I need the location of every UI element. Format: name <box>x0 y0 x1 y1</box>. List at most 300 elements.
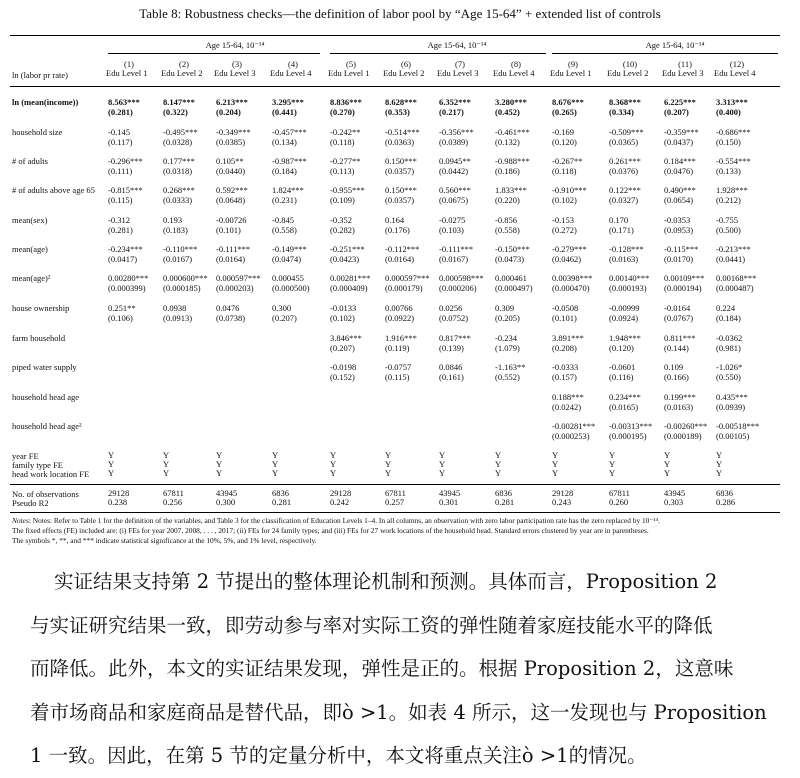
std-error-cell: (0.132) <box>495 137 520 147</box>
coefficient-cell: 0.00281*** <box>330 273 371 283</box>
std-error-cell: (0.0357) <box>385 195 415 205</box>
coefficient-cell: -0.169 <box>552 127 574 137</box>
row-label: piped water supply <box>12 362 77 372</box>
coefficient-cell: -0.111*** <box>216 244 251 254</box>
fe-cell: Y <box>108 468 115 478</box>
column-label: Edu Level 2 <box>383 68 425 78</box>
std-error-cell: (0.0333) <box>163 195 193 205</box>
coefficient-cell: -0.955*** <box>330 185 365 195</box>
coefficient-cell: -0.359*** <box>664 127 699 137</box>
coefficient-cell: 0.000597*** <box>216 273 261 283</box>
stat-cell: 67811 <box>163 488 184 498</box>
fe-cell: Y <box>609 450 616 460</box>
fe-cell: Y <box>330 450 337 460</box>
coefficient-cell: 0.234*** <box>609 392 641 402</box>
std-error-cell: (0.000409) <box>330 283 368 293</box>
std-error-cell: (0.166) <box>664 372 689 382</box>
std-error-cell: (0.183) <box>163 225 188 235</box>
coefficient-cell: 0.150*** <box>385 185 417 195</box>
stat-cell: 29128 <box>552 488 574 498</box>
group-header-2: Age 15-64, 10⁻¹⁴ <box>427 40 487 50</box>
stat-cell: 0.281 <box>272 497 292 507</box>
coefficient-cell: -0.234 <box>495 333 517 343</box>
coefficient-cell: -0.988*** <box>495 156 530 166</box>
notes-line-3: The symbols *, **, and *** indicate statistical significance at the 10%, 5%, and 1% level, respectively. <box>12 536 317 545</box>
coefficient-cell: -0.277** <box>330 156 361 166</box>
coefficient-cell: 1.948*** <box>609 333 641 343</box>
coefficient-cell: -0.00518*** <box>716 421 760 431</box>
std-error-cell: (0.207) <box>664 107 689 117</box>
notes-text-1: Notes: Refer to Table 1 for the definition of the variables, and Table 3 for the classification of Education Levels 1–4. In all columns, an observation with zero labor participation rate has the zero replaced by 10⁻¹⁴. <box>32 516 660 525</box>
coefficient-cell: 0.122*** <box>609 185 641 195</box>
coefficient-cell: -1.163** <box>495 362 526 372</box>
coefficient-cell: -0.356*** <box>439 127 474 137</box>
coefficient-cell: -0.0362 <box>716 333 743 343</box>
column-header <box>714 60 772 78</box>
row-label: # of adults above age 65 <box>12 185 95 195</box>
std-error-cell: (0.0423) <box>330 254 360 264</box>
fe-cell: Y <box>216 450 223 460</box>
std-error-cell: (0.134) <box>272 137 297 147</box>
coefficient-cell: -0.0508 <box>552 303 579 313</box>
coefficient-cell: 0.170 <box>609 215 629 225</box>
std-error-cell: (0.106) <box>108 313 133 323</box>
coefficient-cell: 0.000600*** <box>163 273 208 283</box>
coefficient-cell: 6.352*** <box>439 97 471 107</box>
coefficient-cell: 0.0945** <box>439 156 471 166</box>
column-header <box>270 60 328 78</box>
coefficient-cell: -0.213*** <box>716 244 751 254</box>
coefficient-cell: -0.279*** <box>552 244 587 254</box>
std-error-cell: (0.103) <box>439 225 464 235</box>
coefficient-cell: 0.177*** <box>163 156 195 166</box>
coefficient-cell: -0.242** <box>330 127 361 137</box>
row-label: mean(sex) <box>12 215 48 225</box>
std-error-cell: (0.220) <box>495 195 520 205</box>
coefficient-cell: -0.112*** <box>385 244 420 254</box>
std-error-cell: (0.205) <box>495 313 520 323</box>
coefficient-cell: 0.150*** <box>385 156 417 166</box>
fe-row-label: head work location FE <box>12 469 90 479</box>
coefficient-cell: -0.115*** <box>664 244 699 254</box>
fe-cell: Y <box>439 459 446 469</box>
coefficient-cell: 0.000597*** <box>385 273 430 283</box>
stat-row-label: Pseudo R2 <box>12 498 49 508</box>
group-header-3: Age 15-64, 10⁻¹⁴ <box>645 40 705 50</box>
fe-cell: Y <box>552 468 559 478</box>
std-error-cell: (0.117) <box>108 137 133 147</box>
coefficient-cell: -0.150*** <box>495 244 530 254</box>
bottom-rule <box>10 512 780 513</box>
std-error-cell: (0.144) <box>664 343 689 353</box>
std-error-cell: (0.0476) <box>664 166 694 176</box>
std-error-cell: (0.272) <box>552 225 577 235</box>
std-error-cell: (0.400) <box>716 107 741 117</box>
column-label: Edu Level 4 <box>714 68 756 78</box>
std-error-cell: (0.207) <box>330 343 355 353</box>
row-label: mean(age) <box>12 244 48 254</box>
dependent-variable-label: ln (labor pr rate) <box>12 70 68 80</box>
column-number: (10) <box>622 59 638 69</box>
std-error-cell: (0.150) <box>716 137 741 147</box>
coefficient-cell: -0.00313*** <box>609 421 653 431</box>
std-error-cell: (0.115) <box>385 372 410 382</box>
std-error-cell: (0.217) <box>439 107 464 117</box>
coefficient-cell: 0.251** <box>108 303 136 313</box>
coefficient-cell: 8.676*** <box>552 97 584 107</box>
std-error-cell: (0.0170) <box>664 254 694 264</box>
std-error-cell: (0.102) <box>330 313 355 323</box>
paragraph-line-1: 实证结果支持第 2 节提出的整体理论机制和预测。具体而言，Proposition 2 <box>54 570 718 593</box>
column-number: (2) <box>179 59 189 69</box>
stat-cell: 0.243 <box>552 497 572 507</box>
std-error-cell: (0.000179) <box>385 283 423 293</box>
column-number: (12) <box>729 59 745 69</box>
std-error-cell: (0.119) <box>385 343 410 353</box>
coefficient-cell: 0.261*** <box>609 156 641 166</box>
std-error-cell: (0.981) <box>716 343 741 353</box>
fe-cell: Y <box>385 459 392 469</box>
std-error-cell: (0.281) <box>108 225 133 235</box>
stat-cell: 6836 <box>272 488 289 498</box>
std-error-cell: (0.0648) <box>216 195 246 205</box>
coefficient-cell: 1.824*** <box>272 185 304 195</box>
column-number: (7) <box>455 59 465 69</box>
fe-cell: Y <box>163 468 170 478</box>
coefficient-cell: 0.00766 <box>385 303 413 313</box>
std-error-cell: (0.0167) <box>439 254 469 264</box>
coefficient-cell: -0.111*** <box>439 244 474 254</box>
fe-cell: Y <box>216 468 223 478</box>
coefficient-cell: 0.000461 <box>495 273 527 283</box>
std-error-cell: (0.281) <box>108 107 133 117</box>
column-header <box>328 60 386 78</box>
fe-cell: Y <box>552 459 559 469</box>
std-error-cell: (0.101) <box>552 313 577 323</box>
fe-cell: Y <box>330 468 337 478</box>
column-number: (11) <box>678 59 692 69</box>
stat-cell: 67811 <box>385 488 406 498</box>
table-notes <box>12 516 778 546</box>
std-error-cell: (0.101) <box>216 225 241 235</box>
fe-cell: Y <box>108 450 115 460</box>
std-error-cell: (0.102) <box>552 195 577 205</box>
std-error-cell: (0.552) <box>495 372 520 382</box>
std-error-cell: (0.000203) <box>216 283 254 293</box>
fe-cell: Y <box>216 459 223 469</box>
stat-cell: 67811 <box>609 488 630 498</box>
fe-row-label: family type FE <box>12 460 63 470</box>
std-error-cell: (0.0654) <box>664 195 694 205</box>
coefficient-cell: 6.225*** <box>664 97 696 107</box>
coefficient-cell: -0.845 <box>272 215 294 225</box>
coefficient-cell: 0.105** <box>216 156 244 166</box>
std-error-cell: (0.184) <box>272 166 297 176</box>
stat-cell: 29128 <box>108 488 130 498</box>
stat-cell: 0.256 <box>163 497 183 507</box>
std-error-cell: (0.133) <box>716 166 741 176</box>
column-label: Edu Level 1 <box>106 68 148 78</box>
column-header <box>607 60 665 78</box>
paragraph-line-4: 着市场商品和家庭商品是替代品，即ò >1。如表 4 所示，这一发现也与 Proposition <box>30 700 767 724</box>
std-error-cell: (0.113) <box>330 166 355 176</box>
coefficient-cell: -0.0275 <box>439 215 466 225</box>
coefficient-cell: 0.00140*** <box>609 273 650 283</box>
coefficient-cell: 0.0938 <box>163 303 187 313</box>
fe-cell: Y <box>439 468 446 478</box>
std-error-cell: (0.452) <box>495 107 520 117</box>
stat-cell: 0.260 <box>609 497 629 507</box>
coefficient-cell: -0.234*** <box>108 244 143 254</box>
column-label: Edu Level 1 <box>550 68 592 78</box>
coefficient-cell: -0.00999 <box>609 303 640 313</box>
std-error-cell: (0.000500) <box>272 283 310 293</box>
std-error-cell: (0.0165) <box>609 402 639 412</box>
coefficient-cell: -0.128*** <box>609 244 644 254</box>
stat-row-label: No. of observations <box>12 489 79 499</box>
coefficient-cell: 0.188*** <box>552 392 584 402</box>
row-label: household size <box>12 127 63 137</box>
coefficient-cell: -1.026* <box>716 362 743 372</box>
std-error-cell: (0.558) <box>272 225 297 235</box>
std-error-cell: (0.0675) <box>439 195 469 205</box>
row-label: # of adults <box>12 156 48 166</box>
coefficient-cell: 1.833*** <box>495 185 527 195</box>
std-error-cell: (0.184) <box>716 313 741 323</box>
coefficient-cell: -0.495*** <box>163 127 198 137</box>
std-error-cell: (0.109) <box>330 195 355 205</box>
column-header <box>161 60 219 78</box>
std-error-cell: (0.000253) <box>552 431 590 441</box>
column-header <box>437 60 495 78</box>
coefficient-cell: -0.554*** <box>716 156 751 166</box>
fe-cell: Y <box>664 468 671 478</box>
column-header <box>383 60 441 78</box>
column-label: Edu Level 4 <box>493 68 535 78</box>
coefficient-cell: 0.300 <box>272 303 292 313</box>
std-error-cell: (0.550) <box>716 372 741 382</box>
column-label: Edu Level 3 <box>214 68 256 78</box>
coefficient-cell: 0.0476 <box>216 303 240 313</box>
coefficient-cell: 3.295*** <box>272 97 304 107</box>
coefficient-cell: 0.164 <box>385 215 405 225</box>
std-error-cell: (0.0167) <box>163 254 193 264</box>
stat-cell: 6836 <box>716 488 733 498</box>
coefficient-cell: 3.891*** <box>552 333 584 343</box>
fe-cell: Y <box>609 468 616 478</box>
std-error-cell: (0.000487) <box>716 283 754 293</box>
stats-rule <box>10 484 780 485</box>
std-error-cell: (0.000497) <box>495 283 533 293</box>
coefficient-cell: 0.0256 <box>439 303 463 313</box>
std-error-cell: (0.270) <box>330 107 355 117</box>
std-error-cell: (0.000189) <box>664 431 702 441</box>
column-header <box>493 60 551 78</box>
paragraph-line-3: 而降低。此外，本文的实证结果发现，弹性是正的。根据 Proposition 2，这意味 <box>30 657 734 680</box>
fe-cell: Y <box>664 459 671 469</box>
coefficient-cell: -0.0353 <box>664 215 691 225</box>
stat-cell: 0.301 <box>439 497 459 507</box>
fe-cell: Y <box>495 468 502 478</box>
std-error-cell: (0.000206) <box>439 283 477 293</box>
coefficient-cell: -0.145 <box>108 127 130 137</box>
coefficient-cell: -0.815*** <box>108 185 143 195</box>
stat-cell: 0.281 <box>495 497 515 507</box>
coefficient-cell: -0.0601 <box>609 362 636 372</box>
row-label: house ownership <box>12 303 70 313</box>
coefficient-cell: 0.0846 <box>439 362 463 372</box>
std-error-cell: (0.0164) <box>216 254 246 264</box>
header-rule <box>10 86 780 87</box>
std-error-cell: (0.0473) <box>495 254 525 264</box>
coefficient-cell: -0.910*** <box>552 185 587 195</box>
coefficient-cell: -0.349*** <box>216 127 251 137</box>
coefficient-cell: -0.856 <box>495 215 517 225</box>
stat-cell: 0.242 <box>330 497 350 507</box>
stat-cell: 0.286 <box>716 497 736 507</box>
std-error-cell: (0.120) <box>552 137 577 147</box>
std-error-cell: (0.157) <box>552 372 577 382</box>
fe-cell: Y <box>108 459 115 469</box>
column-header <box>214 60 272 78</box>
coefficient-cell: -0.296*** <box>108 156 143 166</box>
std-error-cell: (0.231) <box>272 195 297 205</box>
coefficient-cell: 0.309 <box>495 303 515 313</box>
coefficient-cell: 3.313*** <box>716 97 748 107</box>
coefficient-cell: -0.312 <box>108 215 130 225</box>
coefficient-cell: -0.00260*** <box>664 421 708 431</box>
column-label: Edu Level 1 <box>328 68 370 78</box>
std-error-cell: (0.0385) <box>216 137 246 147</box>
std-error-cell: (0.0365) <box>609 137 639 147</box>
std-error-cell: (1.079) <box>495 343 520 353</box>
coefficient-cell: 0.00398*** <box>552 273 593 283</box>
std-error-cell: (0.0913) <box>163 313 193 323</box>
column-number: (5) <box>346 59 356 69</box>
fe-cell: Y <box>495 459 502 469</box>
column-header <box>550 60 608 78</box>
std-error-cell: (0.139) <box>439 343 464 353</box>
std-error-cell: (0.353) <box>385 107 410 117</box>
fe-cell: Y <box>716 459 723 469</box>
std-error-cell: (0.0242) <box>552 402 582 412</box>
std-error-cell: (0.116) <box>609 372 634 382</box>
body-paragraph <box>30 560 786 778</box>
stat-cell: 0.257 <box>385 497 405 507</box>
coefficient-cell: 0.00109*** <box>664 273 705 283</box>
std-error-cell: (0.322) <box>163 107 188 117</box>
std-error-cell: (0.171) <box>609 225 634 235</box>
top-rule <box>10 35 780 36</box>
coefficient-cell: -0.00281*** <box>552 421 596 431</box>
coefficient-cell: 0.00280*** <box>108 273 149 283</box>
coefficient-cell: 0.268*** <box>163 185 195 195</box>
column-label: Edu Level 3 <box>662 68 704 78</box>
std-error-cell: (0.000399) <box>108 283 146 293</box>
fe-cell: Y <box>439 450 446 460</box>
std-error-cell: (0.441) <box>272 107 297 117</box>
std-error-cell: (0.186) <box>495 166 520 176</box>
notes-line-1: Notes: Notes: Refer to Table 1 for the definition of the variables, and Table 3 for the classification of Education Levels 1–4. In all columns, an observation with zero labor participation rate has the zero replaced by 10⁻¹⁴. <box>12 516 660 525</box>
coefficient-cell: -0.686*** <box>716 127 751 137</box>
std-error-cell: (0.000193) <box>609 283 647 293</box>
column-label: Edu Level 4 <box>270 68 312 78</box>
fe-cell: Y <box>716 468 723 478</box>
coefficient-cell: 0.109 <box>664 362 684 372</box>
std-error-cell: (0.0376) <box>609 166 639 176</box>
stat-cell: 0.303 <box>664 497 684 507</box>
coefficient-cell: -0.0164 <box>664 303 691 313</box>
stat-cell: 43945 <box>216 488 238 498</box>
std-error-cell: (0.0441) <box>716 254 746 264</box>
coefficient-cell: 8.836*** <box>330 97 362 107</box>
coefficient-cell: 3.846*** <box>330 333 362 343</box>
std-error-cell: (0.000470) <box>552 283 590 293</box>
column-header <box>662 60 720 78</box>
column-number: (9) <box>568 59 578 69</box>
stat-cell: 0.238 <box>108 497 128 507</box>
coefficient-cell: 0.184*** <box>664 156 696 166</box>
coefficient-cell: -0.149*** <box>272 244 307 254</box>
std-error-cell: (0.204) <box>216 107 241 117</box>
column-label: Edu Level 3 <box>437 68 479 78</box>
std-error-cell: (0.176) <box>385 225 410 235</box>
std-error-cell: (0.0939) <box>716 402 746 412</box>
coefficient-cell: -0.0198 <box>330 362 357 372</box>
column-header <box>106 60 164 78</box>
std-error-cell: (0.000195) <box>609 431 647 441</box>
row-label: mean(age)² <box>12 273 51 283</box>
coefficient-cell: -0.0757 <box>385 362 412 372</box>
fe-cell: Y <box>609 459 616 469</box>
coefficient-cell: 0.000455 <box>272 273 304 283</box>
coefficient-cell: 3.280*** <box>495 97 527 107</box>
std-error-cell: (0.0389) <box>439 137 469 147</box>
std-error-cell: (0.00105) <box>716 431 750 441</box>
column-number: (6) <box>401 59 411 69</box>
coefficient-cell: 0.592*** <box>216 185 248 195</box>
std-error-cell: (0.208) <box>552 343 577 353</box>
std-error-cell: (0.0752) <box>439 313 469 323</box>
column-label: Edu Level 2 <box>607 68 649 78</box>
std-error-cell: (0.0462) <box>552 254 582 264</box>
std-error-cell: (0.111) <box>108 166 133 176</box>
coefficient-cell: 0.000598*** <box>439 273 484 283</box>
fe-cell: Y <box>272 450 279 460</box>
std-error-cell: (0.120) <box>609 343 634 353</box>
fe-cell: Y <box>163 459 170 469</box>
fe-cell: Y <box>552 450 559 460</box>
std-error-cell: (0.000185) <box>163 283 201 293</box>
coefficient-cell: -0.461*** <box>495 127 530 137</box>
coefficient-cell: 0.435*** <box>716 392 748 402</box>
group-header-1: Age 15-64, 10⁻¹⁴ <box>205 40 265 50</box>
std-error-cell: (0.0327) <box>609 195 639 205</box>
std-error-cell: (0.0474) <box>272 254 302 264</box>
fe-cell: Y <box>163 450 170 460</box>
coefficient-cell: 8.628*** <box>385 97 417 107</box>
group-underline-1 <box>108 53 320 54</box>
paragraph-line-2: 与实证研究结果一致，即劳动参与率对实际工资的弹性随着家庭技能水平的降低 <box>30 613 713 637</box>
std-error-cell: (0.0442) <box>439 166 469 176</box>
std-error-cell: (0.000194) <box>664 283 702 293</box>
fe-cell: Y <box>385 450 392 460</box>
fe-cell: Y <box>385 468 392 478</box>
coefficient-cell: 1.916*** <box>385 333 417 343</box>
std-error-cell: (0.0922) <box>385 313 415 323</box>
std-error-cell: (0.0417) <box>108 254 138 264</box>
stat-cell: 0.300 <box>216 497 236 507</box>
